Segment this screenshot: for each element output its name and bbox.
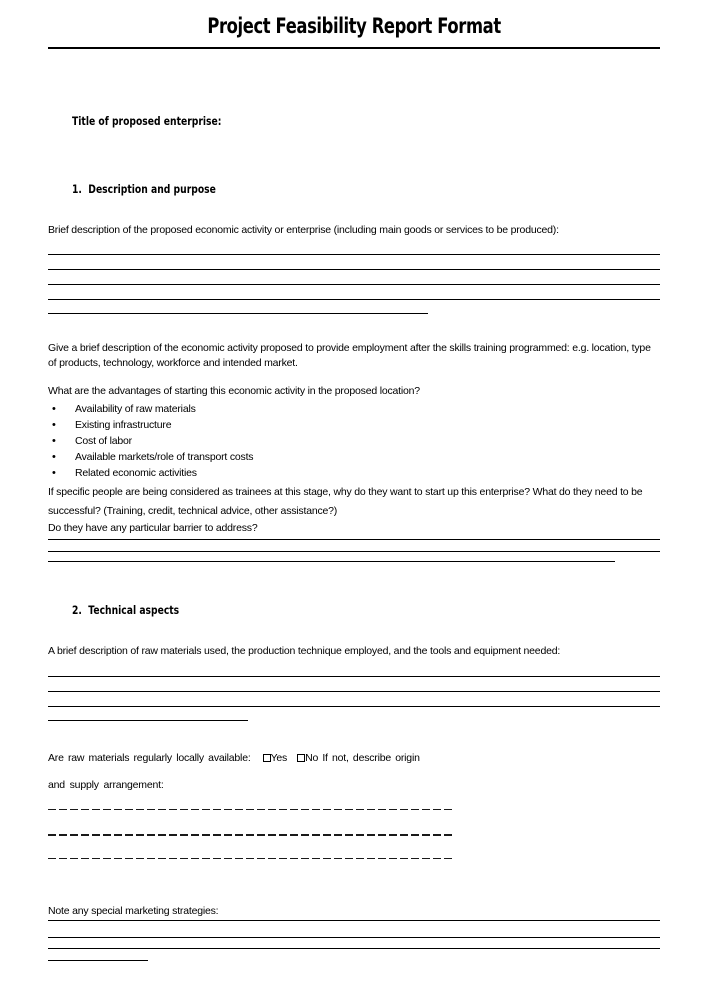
list-item-label: Availability of raw materials [75,403,196,415]
fill-in-line[interactable] [48,269,660,270]
list-item [48,401,660,417]
list-item [48,465,660,481]
list-item [48,449,660,465]
section2-heading: 2. Technical aspects [72,602,180,617]
fill-in-line[interactable] [48,299,660,300]
bullet-icon [52,433,56,449]
list-item-label: Cost of labor [75,435,132,447]
fill-in-line[interactable] [48,254,660,255]
bullet-icon [52,417,56,433]
bullet-icon [52,401,56,417]
fill-in-line[interactable] [48,551,660,552]
fill-in-line[interactable] [48,937,660,938]
advantages-list [48,401,660,481]
bullet-icon [52,449,56,465]
list-item-label: Existing infrastructure [75,419,172,431]
fill-in-line[interactable] [48,313,428,314]
page-title-text: Project Feasibility Report Format [207,14,501,38]
raw-materials-question: Are raw materials regularly locally available: [48,752,251,764]
trainees-question: If specific people are being considered as trainees at this stage, why do they want to start up this enterprise? What do they need to be successful? (Training, credit, technical advice, other assistance?) [48,486,643,517]
fill-in-line[interactable] [48,920,660,921]
fill-in-line[interactable] [48,561,615,562]
supply-arrangement-text: and supply arrangement: [48,779,164,791]
list-item-label: Available markets/role of transport costs [75,451,254,463]
yes-checkbox[interactable] [263,754,271,762]
fill-in-line[interactable] [48,539,660,540]
no-checkbox[interactable] [297,754,305,762]
page-title [48,0,660,42]
section1-intro: Brief description of the proposed economic activity or enterprise (including main goods or services to be produced): [48,224,559,236]
bullet-icon [52,465,56,481]
fill-in-line[interactable] [48,284,660,285]
if-not-text: If not, describe origin [322,752,420,764]
fill-in-line-dashed[interactable] [48,834,455,835]
barrier-question: Do they have any particular barrier to address? [48,522,258,534]
marketing-note: Note any special marketing strategies: [48,905,219,918]
list-item-label: Related economic activities [75,467,197,479]
fill-in-line-dashed[interactable] [48,809,455,810]
fill-in-line-dashed[interactable] [48,858,455,859]
fill-in-line[interactable] [48,691,660,692]
advantages-question: What are the advantages of starting this economic activity in the proposed location? [48,385,420,397]
list-item [48,433,660,449]
fill-in-line[interactable] [48,720,248,721]
raw-availability-line [48,750,660,766]
title-divider [48,47,660,49]
section1-heading: 1. Description and purpose [72,182,216,196]
fill-in-line[interactable] [48,960,148,961]
list-item [48,417,660,433]
no-label: No [305,752,319,764]
section2-intro: A brief description of raw materials used, the production technique employed, and the tools and equipment needed: [48,644,561,657]
fill-in-line[interactable] [48,948,660,949]
fill-in-line[interactable] [48,706,660,707]
fill-in-line[interactable] [48,676,660,677]
yes-label: Yes [270,752,288,764]
describe-activity-text: Give a brief description of the economic activity proposed to provide employment after the skills training programmed: e.g. location, type of products, technology, workforce and intended market. [48,342,651,369]
enterprise-title-heading: Title of proposed enterprise: [72,114,222,128]
